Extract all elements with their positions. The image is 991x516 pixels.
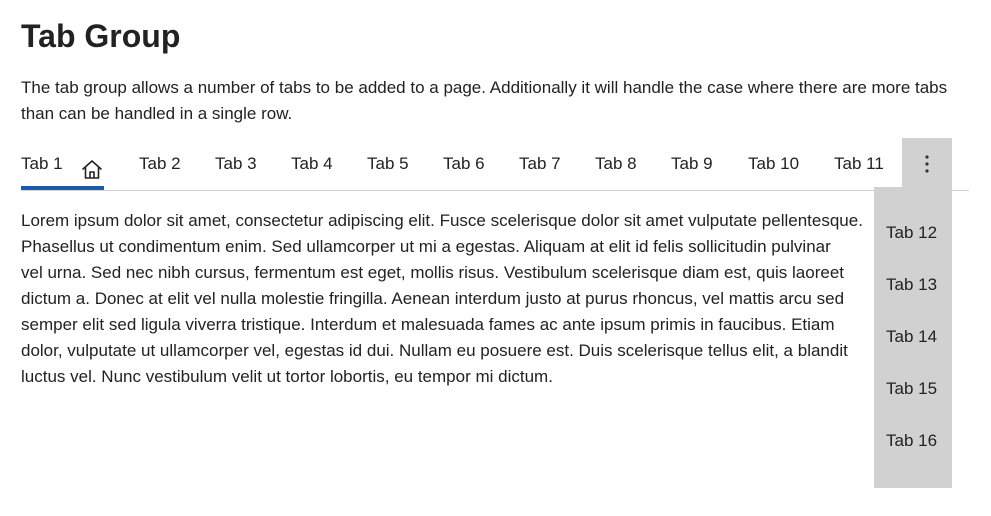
more-tabs-button[interactable] bbox=[902, 138, 952, 190]
tab-label: Tab 1 bbox=[21, 154, 63, 173]
overflow-item-tab-16[interactable]: Tab 16 bbox=[886, 431, 938, 450]
tab-2[interactable] bbox=[139, 138, 181, 190]
tab-label: Tab 4 bbox=[291, 154, 333, 173]
content-line: luctus vel. Nunc vestibulum velit ut tortor lobortis, eu tempor mi dictum. bbox=[21, 367, 553, 386]
tab-11[interactable] bbox=[834, 138, 884, 190]
content-line: dolor, vulputate ut ullamcorper vel, egestas id dui. Nullam eu posuere est. Duis scelerisque tellus elit, a blandit bbox=[21, 341, 848, 360]
overflow-item-tab-12[interactable]: Tab 12 bbox=[886, 223, 938, 242]
tab-7[interactable] bbox=[519, 138, 561, 190]
kebab-menu-icon bbox=[925, 155, 929, 173]
tab-10[interactable] bbox=[748, 138, 799, 190]
tab-label: Tab 11 bbox=[834, 154, 884, 173]
tab-3[interactable] bbox=[215, 138, 257, 190]
content-line: Phasellus ut condimentum enim. Sed ullamcorper ut mi a egestas. Aliquam at elit id felis sollicitudin pulvinar bbox=[21, 237, 831, 256]
tab-bar bbox=[21, 138, 969, 191]
tab-1[interactable] bbox=[21, 138, 104, 190]
tab-label: Tab 10 bbox=[748, 154, 800, 173]
page-intro: The tab group allows a number of tabs to be added to a page. Additionally it will handle the case where there are more tabs than can be handled in a single row. bbox=[21, 78, 948, 123]
tab-label: Tab 9 bbox=[671, 154, 713, 173]
tab-label: Tab 5 bbox=[367, 154, 409, 173]
overflow-menu bbox=[874, 187, 952, 488]
page-title: Tab Group bbox=[21, 18, 181, 54]
overflow-item-tab-15[interactable]: Tab 15 bbox=[886, 379, 938, 398]
tab-content bbox=[21, 208, 981, 390]
tab-label: Tab 7 bbox=[519, 154, 561, 173]
tab-label: Tab 6 bbox=[443, 154, 485, 173]
tab-label: Tab 2 bbox=[139, 154, 181, 173]
tab-5[interactable] bbox=[367, 138, 409, 190]
overflow-item-tab-13[interactable]: Tab 13 bbox=[886, 275, 938, 294]
tab-9[interactable] bbox=[671, 138, 713, 190]
content-line: Lorem ipsum dolor sit amet, consectetur adipiscing elit. Fusce scelerisque dolor sit amet vulputate pellentesque. bbox=[21, 211, 863, 230]
tab-label: Tab 3 bbox=[215, 154, 257, 173]
content-line: semper elit sed ligula viverra tristique. Interdum et malesuada fames ac ante ipsum primis in faucibus. Etiam bbox=[21, 315, 835, 334]
content-line: vel urna. Sed nec nibh cursus, fermentum est eget, mollis risus. Vestibulum scelerisque diam est, quis laoreet bbox=[21, 263, 844, 282]
content-line: dictum a. Donec at elit vel nulla molestie fringilla. Aenean interdum justo at purus rhoncus, vel mattis arcu sed bbox=[21, 289, 845, 308]
home-icon bbox=[80, 151, 104, 175]
tab-label: Tab 8 bbox=[595, 154, 637, 173]
tab-8[interactable] bbox=[595, 138, 637, 190]
overflow-item-tab-14[interactable]: Tab 14 bbox=[886, 327, 938, 346]
tab-6[interactable] bbox=[443, 138, 485, 190]
tab-4[interactable] bbox=[291, 138, 333, 190]
